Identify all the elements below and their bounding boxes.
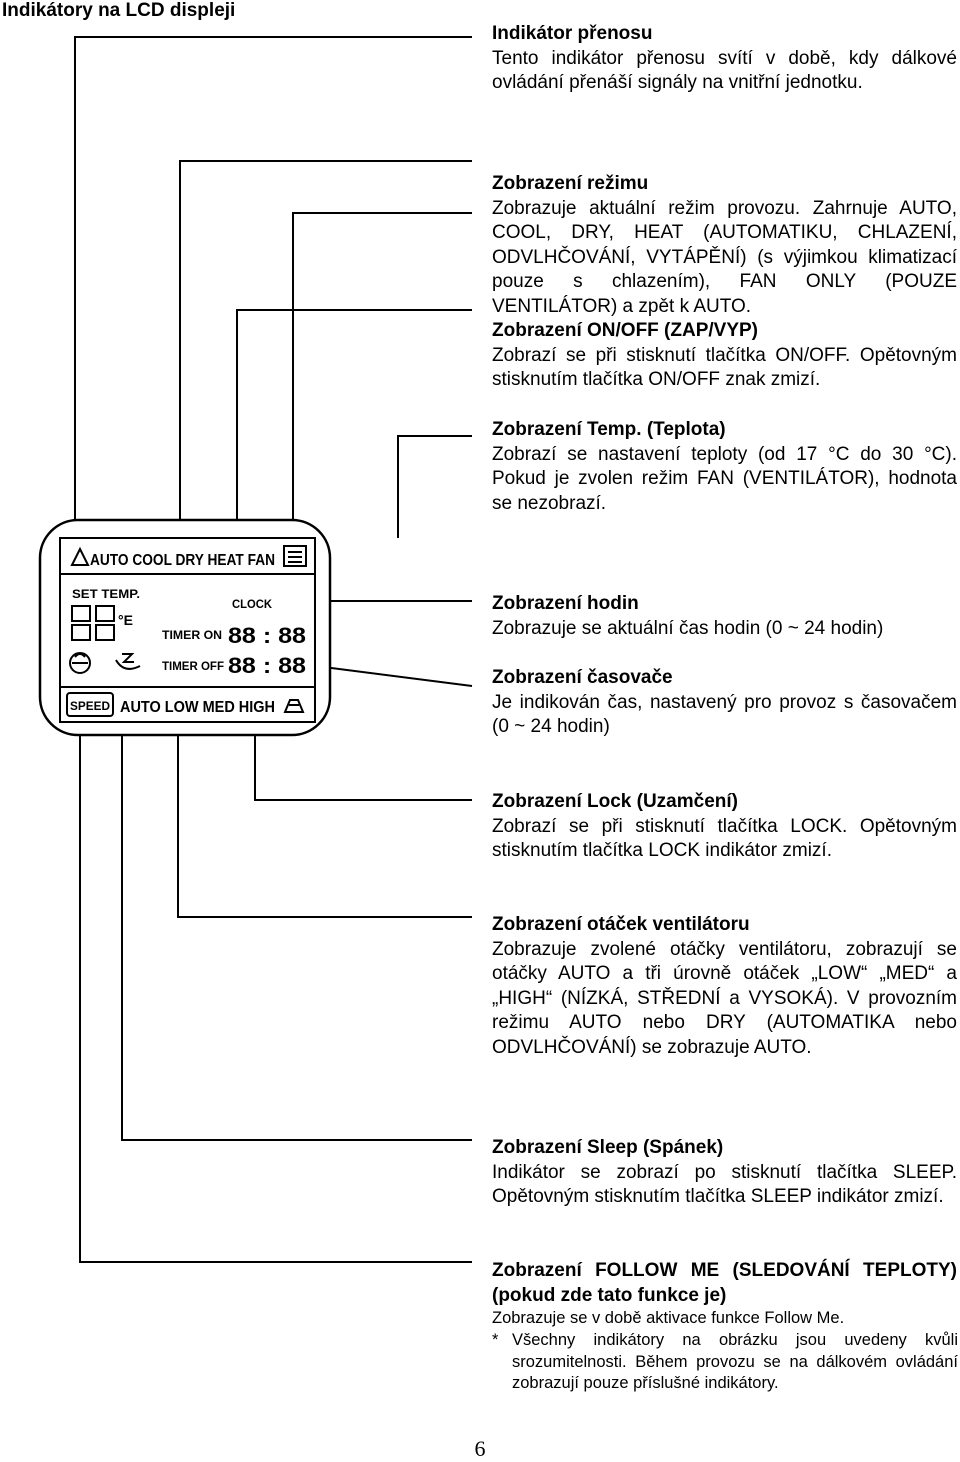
lcd-modes: AUTO COOL DRY HEAT FAN (90, 552, 275, 569)
section-follow-me (492, 1259, 957, 1330)
section-heading: Zobrazení Sleep (Spánek) (492, 1137, 724, 1158)
section-fan-speed (492, 913, 957, 1060)
section-onoff (492, 319, 957, 393)
lcd-timer-off: TIMER OFF (162, 659, 224, 673)
section-heading: Zobrazení ON/OFF (ZAP/VYP) (492, 320, 759, 341)
section-clock (492, 592, 957, 641)
section-body: Je indikován čas, nastavený pro provoz s časovačem (0 ~ 24 hodin) (492, 691, 957, 737)
lcd-speed: SPEED (70, 699, 111, 713)
lcd-degree: °E (118, 612, 133, 628)
section-heading: Indikátor přenosu (492, 23, 653, 44)
section-body: Zobrazí se při stisknutí tlačítka ON/OFF. Opětovným stisknutím tlačítka ON/OFF znak zmizí. (492, 344, 957, 390)
footnote (492, 1330, 958, 1395)
lcd-set-temp: SET TEMP. (72, 587, 140, 601)
section-body: Tento indikátor přenosu svítí v době, kdy dálkové ovládání přenáší signály na vnitřní jednotku. (492, 47, 957, 93)
section-transmission (492, 22, 957, 96)
section-heading: Zobrazení Lock (Uzamčení) (492, 791, 738, 812)
section-body: Indikátor se zobrazí po stisknutí tlačítka SLEEP. Opětovným stisknutím tlačítka SLEEP indikátor zmizí. (492, 1161, 957, 1207)
lcd-timer-on: TIMER ON (162, 628, 222, 642)
section-sleep (492, 1136, 957, 1210)
section-body: Zobrazuje aktuální režim provozu. Zahrnuje AUTO, COOL, DRY, HEAT (AUTOMATIKU, CHLAZENÍ, ODVLHČOVÁNÍ, VYTÁPĚNÍ) (s výjimkou klimatizací pouze s chlazením), FAN ONLY (POUZE VENTILÁTOR) a zpět k AUTO. (492, 197, 957, 317)
section-temp (492, 418, 957, 516)
section-heading: Zobrazení režimu (492, 173, 649, 194)
section-body: Zobrazuje se v době aktivace funkce Follow Me. (492, 1309, 845, 1327)
section-mode (492, 172, 957, 319)
section-timer (492, 666, 957, 740)
section-body: Zobrazuje zvolené otáčky ventilátoru, zobrazují se otáčky AUTO a tři úrovně otáček „LOW“ „MED“ a „HIGH“ (NÍZKÁ, STŘEDNÍ a VYSOKÁ). V provozním režimu AUTO nebo DRY (AUTOMATIKA nebo ODVLHČOVÁNÍ) se zobrazuje AUTO. (492, 938, 957, 1058)
footnote-marker: * (492, 1331, 499, 1349)
section-heading: Zobrazení Temp. (Teplota) (492, 419, 726, 440)
section-heading: Zobrazení časovače (492, 667, 673, 688)
section-body: Zobrazuje se aktuální čas hodin (0 ~ 24 hodin) (492, 617, 884, 639)
section-body: Zobrazí se nastavení teploty (od 17 °C do 30 °C). Pokud je zvolen režim FAN (VENTILÁTOR), hodnota se nezobrazí. (492, 443, 957, 514)
lcd-clock: CLOCK (232, 597, 273, 611)
page-title: Indikátory na LCD displeji (2, 0, 236, 21)
section-heading: Zobrazení otáček ventilátoru (492, 914, 750, 935)
section-heading: Zobrazení FOLLOW ME (SLEDOVÁNÍ TEPLOTY) (pokud zde tato funkce je) (492, 1260, 957, 1306)
section-body: Zobrazí se při stisknutí tlačítka LOCK. Opětovným stisknutím tlačítka LOCK indikátor zmizí. (492, 815, 957, 861)
lcd-speeds: AUTO LOW MED HIGH (120, 699, 275, 716)
footnote-text: Všechny indikátory na obrázku jsou uvedeny kvůli srozumitelnosti. Během provozu se na dálkovém ovládání zobrazují pouze příslušné indikátory. (512, 1331, 958, 1392)
lcd-timer-on-digits: 88 : 88 (228, 623, 306, 648)
section-heading: Zobrazení hodin (492, 593, 639, 614)
section-lock (492, 790, 957, 864)
lcd-timer-off-digits: 88 : 88 (228, 653, 306, 678)
lcd-panel (40, 520, 330, 735)
page-number: 6 (474, 1436, 486, 1461)
